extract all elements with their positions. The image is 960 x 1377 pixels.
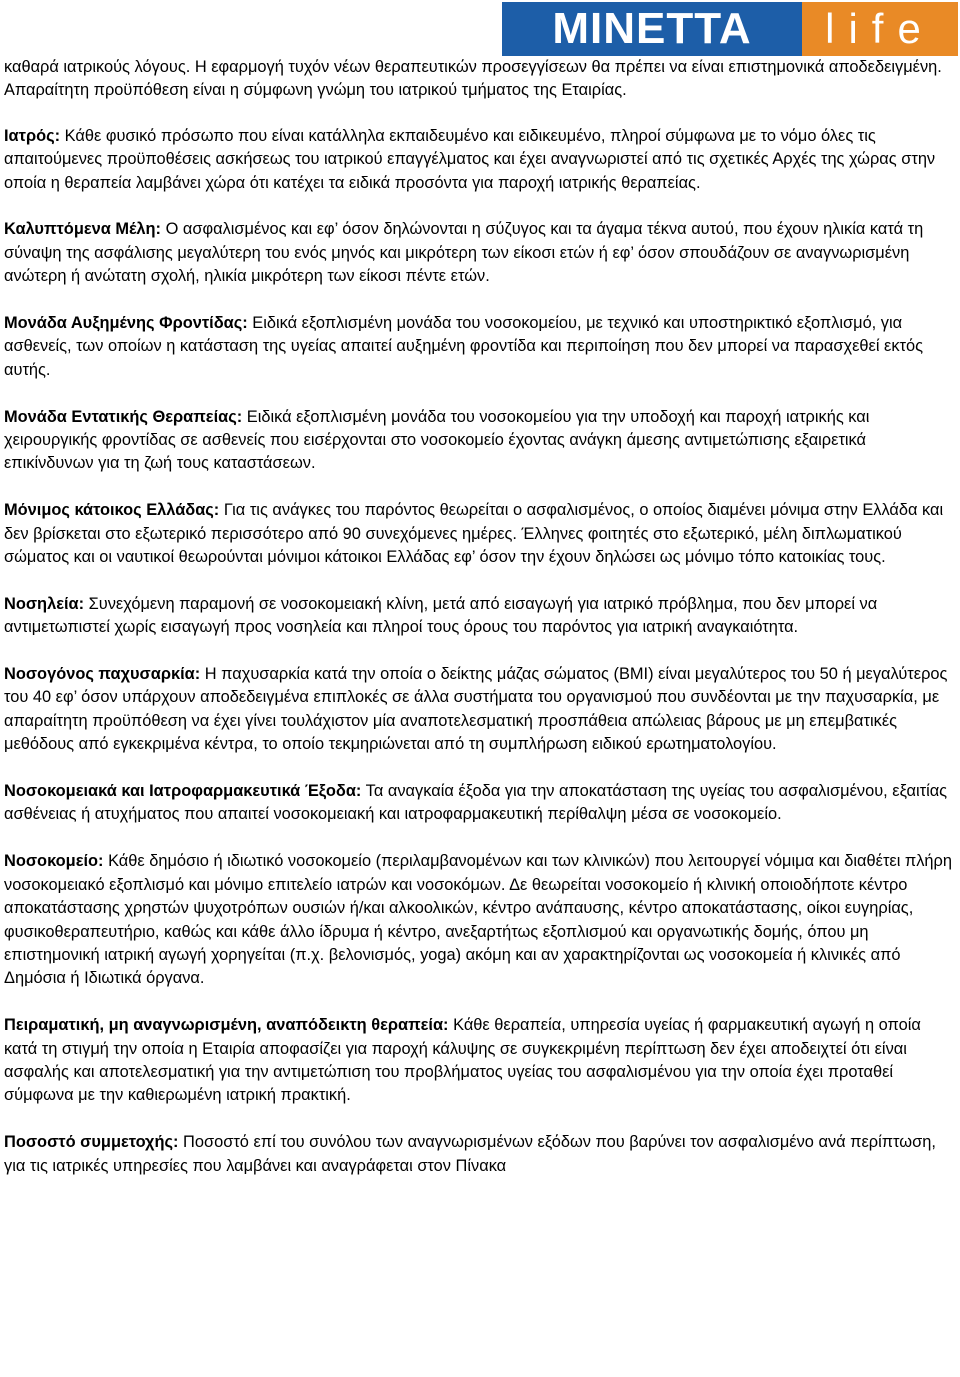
definition-term: Νοσογόνος παχυσαρκία: (4, 665, 201, 684)
logo-life-block: life (802, 2, 958, 56)
minetta-life-logo (502, 2, 958, 56)
definition-monada-afximenis-frontidas (4, 312, 956, 382)
definition-text: Ειδικά εξοπλισμένη μονάδα του νοσοκομείου, με τεχνικό και υποστηρικτικό εξοπλισμό, για ασθενείς, των οποίων η κατάσταση της υγείας απαιτεί αυξημένη φροντίδα και περιποίηση που δεν μπορεί να παρασχεθεί εκτός αυτής. (4, 314, 924, 379)
definition-term: Ιατρός: (4, 126, 61, 145)
definition-peiramatiki-therapeia (4, 1014, 956, 1108)
definition-nosokomeiaka-exoda (4, 780, 956, 827)
definition-text: Ο ασφαλισμένος και εφ’ όσον δηλώνονται η σύζυγος και τα άγαμα τέκνα αυτού, που έχουν ηλικία κατά τη σύναψη της ασφάλισης μεγαλύτερη του ενός μηνός και μικρότερη των είκοσι ετών ή εφ’ όσον σπουδάζουν σε αναγνωρισμένη ανώτερη ή ανώτατη σχολή, ηλικία μικρότερη των είκοσι πέντε ετών. (4, 220, 924, 286)
definition-text: Κάθε θεραπεία, υπηρεσία υγείας ή φαρμακευτική αγωγή η οποία κατά τη στιγμή την οποία η Εταιρία αποφασίζει για παροχή κάλυψης σε συγκεκριμένη περίπτωση δεν έχει αποδειχτεί ότι είναι ασφαλής και αποτελεσματική για την αντιμετώπιση του προβλήματος υγείας του ασφαλισμένου για την οποία έχει προταθεί σύμφωνα με την καθιερωμένη ιατρική πρακτική. (4, 1016, 921, 1105)
definition-term: Μονάδα Εντατικής Θεραπείας: (4, 407, 243, 426)
definition-term: Μόνιμος κάτοικος Ελλάδας: (4, 501, 220, 520)
definition-text: Για τις ανάγκες του παρόντος θεωρείται ο ασφαλισμένος, ο οποίος διαμένει μόνιμα στην Ελλάδα και δεν βρίσκεται στο εξωτερικό περισσότερο από 90 συνεχόμενες ημέρες. Έλληνες φοιτητές στο εξωτερικό, μέλη διπλωματικού σώματος και οι ναυτικοί θεωρούνται μόνιμοι κάτοικοι Ελλάδας εφ’ όσον την έχουν δηλώσει ως μόνιμο τόπο κατοικίας τους. (4, 501, 944, 567)
definition-iatros (4, 125, 956, 195)
definition-nosokomeio (4, 850, 956, 990)
paragraph-text: καθαρά ιατρικούς λόγους. Η εφαρμογή τυχόν νέων θεραπευτικών προσεγγίσεων θα πρέπει να είναι επιστημονικά αποδεδειγμένη. Απαραίτητη προϋπόθεση είναι η σύμφωνη γνώμη του ιατρικού τμήματος της Εταιρίας. (4, 58, 942, 100)
document-body (4, 56, 956, 1201)
definition-text: Κάθε δημόσιο ή ιδιωτικό νοσοκομείο (περιλαμβανομένων και των κλινικών) που λειτουργεί νόμιμα και διαθέτει πλήρη νοσοκομειακό εξοπλισμό και μόνιμο επιτελείο ιατρών και νοσοκόμων. Δε θεωρείται νοσοκομείο ή κλινική οποιοδήποτε κέντρο αποκατάστασης χρηστών ψυχοτρόπων ουσιών ή/και αλκοολικών, κέντρο ανάπαυσης, κέντρο αποκατάστασης, οίκοι ευγηρίας, φυσικοθεραπευτήριο, καθώς και κάθε άλλο ίδρυμα ή κέντρο, ανεξαρτήτως εξοπλισμού και οργανωτικής δομής, όπου μη επιστημονική ιατρική αγωγή χορηγείται (π.χ. βελονισμός, yoga) ακόμη και αν χαρακτηρίζονται ως νοσοκομεία ή κλινικές από Δημόσια ή Ιδιωτικά όργανα. (4, 852, 952, 988)
definition-monada-entatikis-therapeias (4, 406, 956, 476)
logo-minetta-block: MINETTA (502, 2, 802, 56)
definition-text: Κάθε φυσικό πρόσωπο που είναι κατάλληλα εκπαιδευμένο και ειδικευμένο, πληροί σύμφωνα με το νόμο όλες τις απαιτούμενες προϋποθέσεις ασκήσεως του ιατρικού επαγγέλματος και έχει αναγνωριστεί από τις σχετικές Αρχές της χώρας στην οποία η θεραπεία λαμβάνει χώρα ότι κατέχει τα ειδικά προσόντα για παροχή ιατρικής θεραπείας. (4, 126, 936, 192)
definition-term: Νοσοκομειακά και Ιατροφαρμακευτικά Έξοδα: (4, 782, 362, 801)
definition-nosileia (4, 593, 956, 640)
definition-text: Η παχυσαρκία κατά την οποία ο δείκτης μάζας σώματος (BMI) είναι μεγαλύτερος του 50 ή μεγαλύτερος του 40 εφ’ όσον υπάρχουν αποδεδειγμένα επιπλοκές σε άλλα συστήματα του οργανισμού που συνδέονται με την παχυσαρκία, με απαραίτητη προϋπόθεση να έχει γίνει τουλάχιστον μία αναποτελεσματική προσπάθεια απώλειας βάρους με μη επεμβατικές μεθόδους από εγκεκριμένα κέντρα, το οποίο τεκμηριώνεται από τη συμπλήρωση ειδικού ερωτηματολογίου. (4, 665, 948, 754)
definition-text: Συνεχόμενη παραμονή σε νοσοκομειακή κλίνη, μετά από εισαγωγή για ιατρικό πρόβλημα, που δεν μπορεί να αντιμετωπιστεί χωρίς εισαγωγή προς νοσηλεία και πληροί τους όρους του παρόντος για ιατρική αναγκαιότητα. (4, 594, 878, 637)
definition-monimos-katoikos (4, 499, 956, 569)
definition-term: Ποσοστό συμμετοχής: (4, 1133, 179, 1152)
definition-term: Πειραματική, μη αναγνωρισμένη, αναπόδεικτη θεραπεία: (4, 1016, 449, 1035)
definition-term: Νοσηλεία: (4, 594, 85, 613)
definition-nosogonos-paxysarkia (4, 663, 956, 757)
definition-term: Καλυπτόμενα Μέλη: (4, 220, 162, 239)
definition-pososto-symmetoxis (4, 1131, 956, 1178)
definition-text: Ποσοστό επί του συνόλου των αναγνωρισμένων εξόδων που βαρύνει τον ασφαλισμένο ανά περίπτωση, για τις ιατρικές υπηρεσίες που λαμβάνει και αναγράφεται στον Πίνακα (4, 1133, 936, 1175)
definition-term: Μονάδα Αυξημένης Φροντίδας: (4, 314, 248, 333)
definition-term: Νοσοκομείο: (4, 852, 104, 871)
definition-text: Ειδικά εξοπλισμένη μονάδα του νοσοκομείου για την υποδοχή και παροχή ιατρικής και χειρουργικής φροντίδας σε ασθενείς που εισέρχονται στο νοσοκομείο έχοντας ανάγκη άμεσης αντιμετώπισης εξαιρετικά επικίνδυνων για τη ζωή τους καταστάσεων. (4, 407, 870, 473)
continuation-paragraph (4, 56, 956, 103)
definition-kalyptomena-meli (4, 218, 956, 288)
definition-text: Τα αναγκαία έξοδα για την αποκατάσταση της υγείας του ασφαλισμένου, εξαιτίας ασθένειας ή ατυχήματος που απαιτεί νοσοκομειακή και ιατροφαρμακευτική περίθαλψη μέσα σε νοσοκομείο. (4, 782, 948, 824)
